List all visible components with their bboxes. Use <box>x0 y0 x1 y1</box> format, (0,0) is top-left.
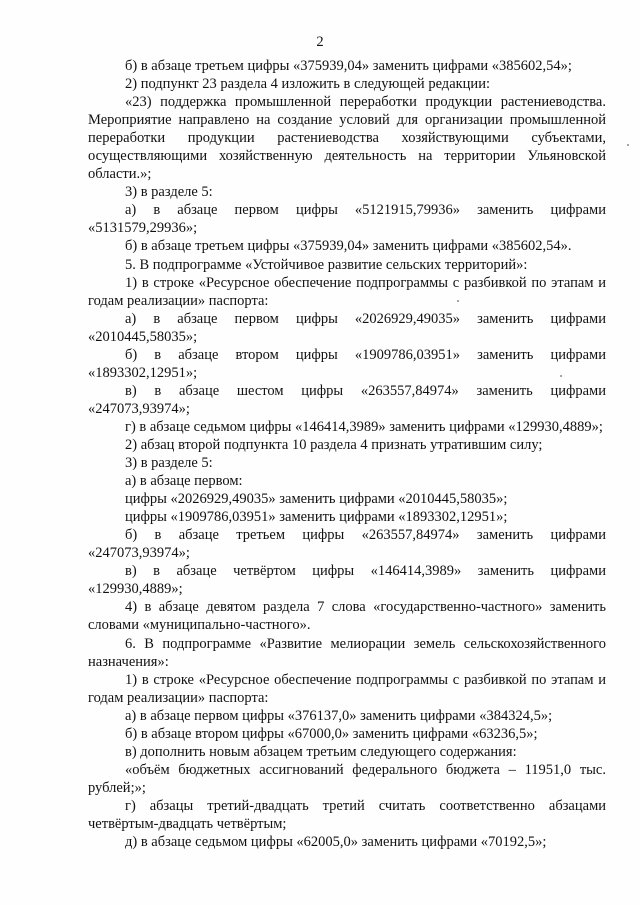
paragraph: б) в абзаце третьем цифры «263557,84974» заменить цифрами «247073,93974»; <box>88 527 606 562</box>
paragraph: б) в абзаце третьем цифры «375939,04» заменить цифрами «385602,54»; <box>125 58 572 74</box>
page-number: 2 <box>316 34 324 50</box>
paragraph: цифры «2026929,49035» заменить цифрами «2010445,58035»; <box>125 491 508 508</box>
paragraph: 1) в строке «Ресурсное обеспечение подпрограммы с разбивкой по этапам и годам реализации» паспорта: <box>88 274 606 309</box>
paragraph: 6. В подпрограмме «Развитие мелиорации земель сельскохозяйственного назначения»: <box>88 635 606 670</box>
paragraph: «23) поддержка промышленной переработки продукции растениеводства. Мероприятие направлено на создание условий для организации промышленной переработки продукции растениеводства хозяйствующими субъектами, осуществляющими хозяйственную деятельность на территории Ульяновской области.»; <box>88 94 606 183</box>
paragraph: а) в абзаце первом цифры «376137,0» заменить цифрами «384324,5»; <box>125 707 553 724</box>
paragraph: в) в абзаце шестом цифры «263557,84974» заменить цифрами «247073,93974»; <box>88 382 606 417</box>
paragraph: 1) в строке «Ресурсное обеспечение подпрограммы с разбивкой по этапам и годам реализации» паспорта: <box>88 671 606 706</box>
paragraph: цифры «1909786,03951» заменить цифрами «1893302,12951»; <box>125 509 508 526</box>
scan-speck <box>457 300 459 302</box>
paragraph: а) в абзаце первом цифры «5121915,79936» заменить цифрами «5131579,29936»; <box>88 202 606 237</box>
paragraph: г) в абзаце седьмом цифры «146414,3989» заменить цифрами «129930,4889»; <box>125 418 603 435</box>
paragraph: «объём бюджетных ассигнований федерального бюджета – 11951,0 тыс. рублей;»; <box>88 761 606 796</box>
paragraph: б) в абзаце втором цифры «67000,0» заменить цифрами «63236,5»; <box>125 725 538 742</box>
paragraph: 3) в разделе 5: <box>125 184 213 201</box>
paragraph: а) в абзаце первом: <box>125 473 243 490</box>
document-body <box>88 57 606 851</box>
paragraph: в) дополнить новым абзацем третьим следующего содержания: <box>125 743 517 760</box>
paragraph: д) в абзаце седьмом цифры «62005,0» заменить цифрами «70192,5»; <box>125 834 547 851</box>
paragraph: б) в абзаце третьем цифры «375939,04» заменить цифрами «385602,54». <box>125 238 572 255</box>
paragraph: 5. В подпрограмме «Устойчивое развитие сельских территорий»: <box>125 256 528 273</box>
paragraph: б) в абзаце втором цифры «1909786,03951» заменить цифрами «1893302,12951»; <box>88 346 606 381</box>
scan-speck <box>560 375 562 377</box>
paragraph: г) абзацы третий-двадцать третий считать соответственно абзацами четвёртым-двадцать четвёртым; <box>88 797 606 832</box>
paragraph: в) в абзаце четвёртом цифры «146414,3989» заменить цифрами «129930,4889»; <box>88 563 606 598</box>
paragraph: 2) подпункт 23 раздела 4 изложить в следующей редакции: <box>125 76 490 93</box>
paragraph: а) в абзаце первом цифры «2026929,49035» заменить цифрами «2010445,58035»; <box>88 310 606 345</box>
paragraph: 3) в разделе 5: <box>125 455 213 472</box>
paragraph: 4) в абзаце девятом раздела 7 слова «государственно-частного» заменить словами «муниципально-частного». <box>88 599 606 634</box>
paragraph: 2) абзац второй подпункта 10 раздела 4 признать утратившим силу; <box>125 436 543 453</box>
scan-speck <box>627 144 629 146</box>
